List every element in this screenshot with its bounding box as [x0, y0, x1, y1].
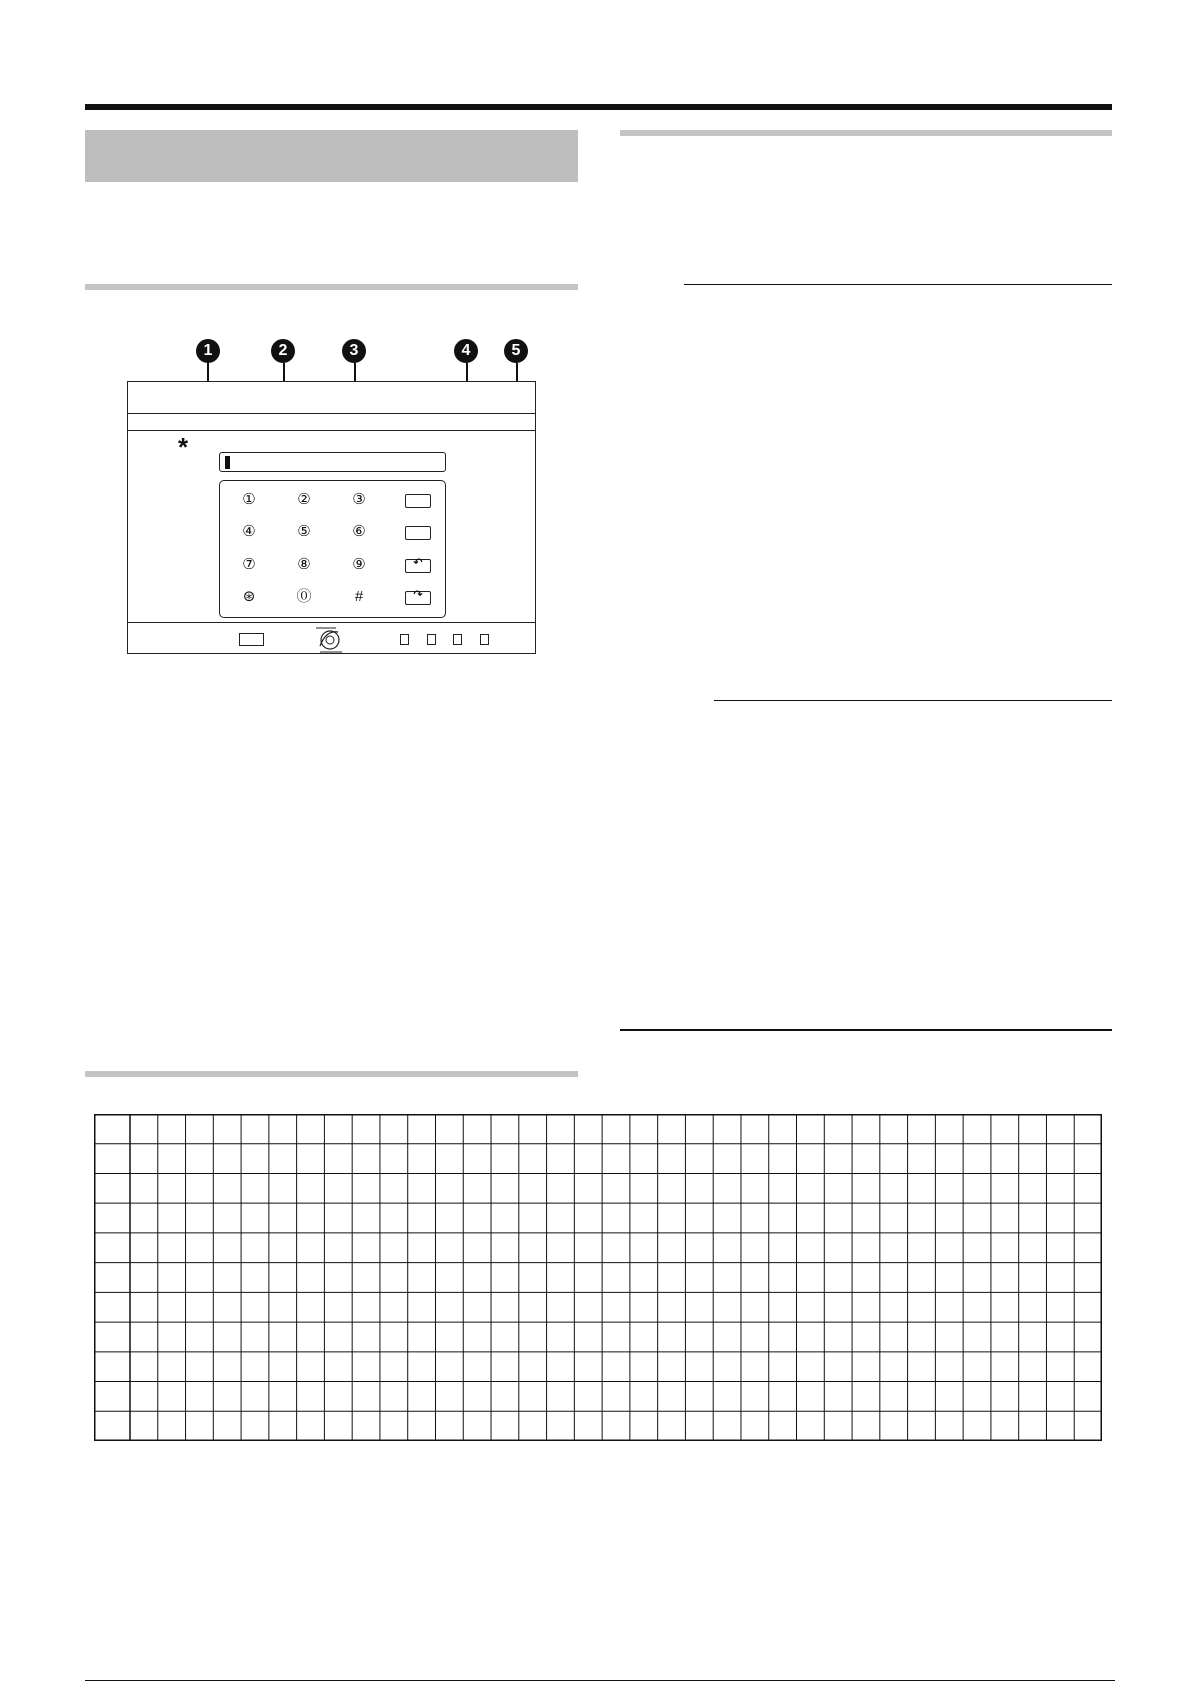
right-section-rule	[620, 130, 1112, 136]
required-star-mark: *	[178, 432, 189, 462]
right-section-end-rule	[620, 1029, 1112, 1031]
key-hash[interactable]: #	[354, 588, 364, 605]
right-subsection-rule-2	[714, 700, 1112, 701]
dial-keypad	[219, 480, 446, 618]
key-5[interactable]: ⑤	[297, 523, 311, 540]
hang-up-button[interactable]	[405, 559, 431, 573]
call-button[interactable]	[405, 591, 431, 605]
page-top-rule	[85, 104, 1112, 110]
key-0[interactable]: ⓪	[296, 588, 312, 605]
key-6[interactable]: ⑥	[352, 523, 366, 540]
footer-indicator-2	[427, 634, 436, 645]
text-cursor-icon	[225, 456, 230, 469]
screen-footer-divider	[128, 622, 535, 623]
callout-1: 1	[196, 339, 220, 363]
key-1[interactable]: ①	[242, 491, 256, 508]
disc-logo-icon	[312, 626, 348, 654]
callout-2: 2	[271, 339, 295, 363]
key-9[interactable]: ⑨	[352, 556, 366, 573]
key-8[interactable]: ⑧	[297, 556, 311, 573]
footer-indicator-4	[480, 634, 489, 645]
key-3[interactable]: ③	[352, 491, 366, 508]
left-subsection-rule	[85, 284, 578, 290]
callout-4: 4	[454, 339, 478, 363]
right-subsection-rule-1	[684, 284, 1112, 285]
blank-button-2[interactable]	[405, 526, 431, 540]
number-input-field[interactable]	[219, 452, 446, 472]
blank-button-1[interactable]	[405, 494, 431, 508]
key-4[interactable]: ④	[242, 523, 256, 540]
key-2[interactable]: ②	[297, 491, 311, 508]
hang-up-icon: ↶	[413, 557, 423, 569]
screen-title-divider	[128, 413, 535, 414]
page-bottom-rule	[85, 1680, 1115, 1681]
screen-subtitle-divider	[128, 430, 535, 431]
grid-section-rule	[85, 1071, 578, 1077]
callout-3: 3	[342, 339, 366, 363]
left-section-heading-box	[85, 130, 578, 182]
blank-grid-table	[94, 1114, 1102, 1441]
key-7[interactable]: ⑦	[242, 556, 256, 573]
footer-indicator-1	[400, 634, 409, 645]
footer-indicator-3	[453, 634, 462, 645]
screen-diagram	[127, 381, 536, 654]
call-icon: ↷	[413, 589, 423, 601]
footer-button[interactable]	[239, 633, 264, 646]
callout-5: 5	[504, 339, 528, 363]
key-star[interactable]: ⊛	[242, 588, 256, 605]
